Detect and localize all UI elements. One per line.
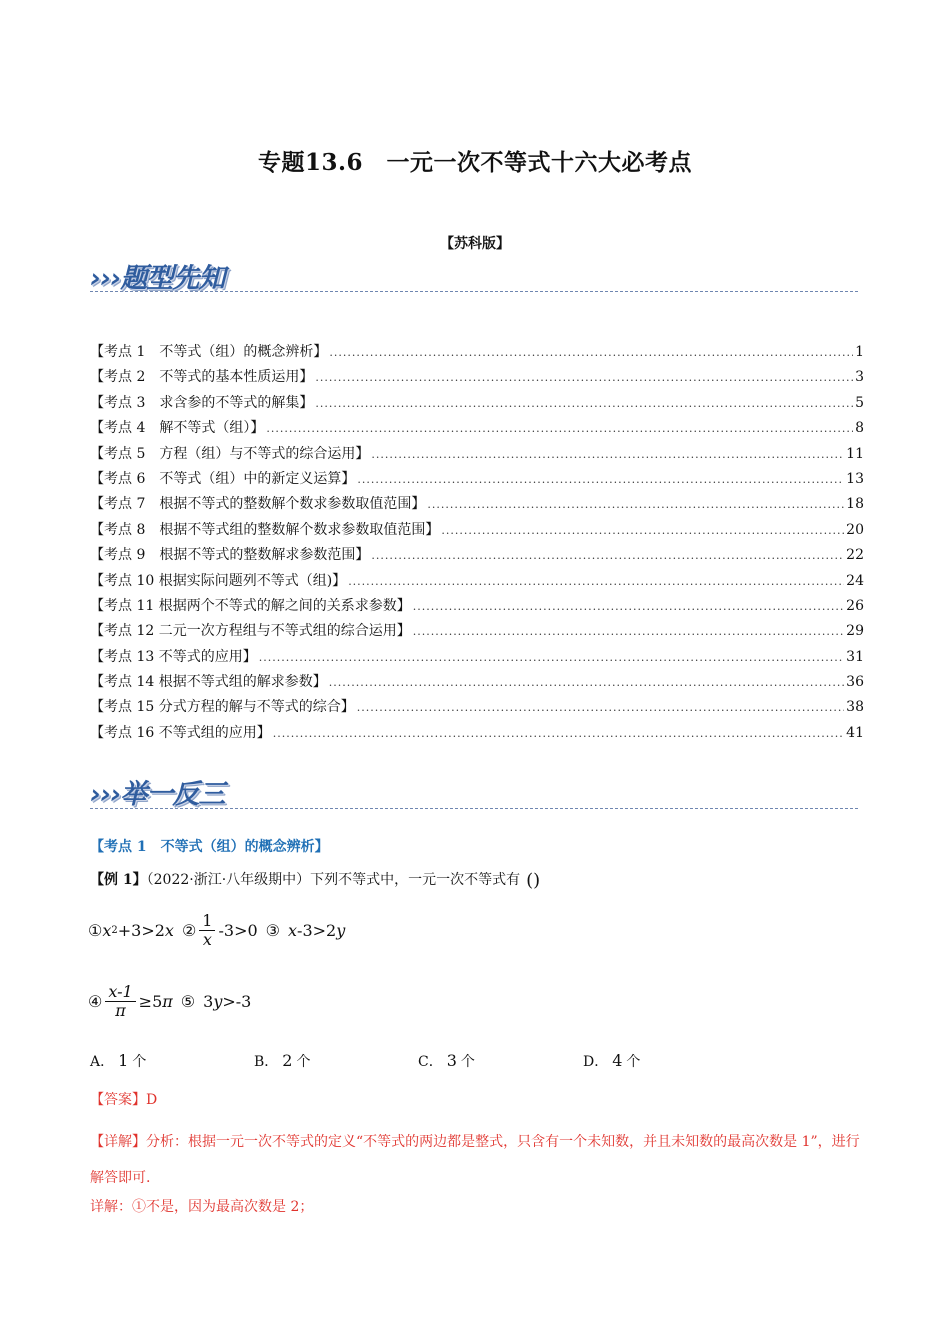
detail-line: 详解：①不是，因为最高次数是 2； — [90, 1199, 314, 1215]
banner-question-types — [90, 256, 224, 296]
banner-divider — [90, 291, 858, 292]
example-question — [90, 869, 540, 891]
expression-mark: ⑤ — [180, 991, 196, 1011]
toc-item[interactable]: 【考点 13 不等式的应用】 ..... 31 — [90, 646, 864, 671]
banner-divider — [90, 808, 858, 809]
toc-item[interactable]: 【考点 15 分式方程的解与不等式的综合】 ..... 38 — [90, 696, 864, 721]
toc-item[interactable]: 【考点 2 不等式的基本性质运用】 ..... 3 — [90, 366, 864, 391]
choice-a[interactable]: A． 1 个 — [90, 1051, 147, 1070]
answer-line: 【答案】D — [90, 1092, 158, 1108]
expression-mark: ④ — [88, 991, 103, 1011]
example-label: 【例 1】 — [90, 872, 147, 888]
section-heading: 【考点 1 不等式（组）的概念辨析】 — [90, 839, 329, 855]
toc-item[interactable]: 【考点 12 二元一次方程组与不等式组的综合运用】 ..... 29 — [90, 620, 864, 645]
fraction: $\frac{x-1}{\pi}$ — [105, 983, 135, 1019]
toc-item[interactable]: 【考点 5 方程（组）与不等式的综合运用】 ..... 11 — [90, 443, 864, 468]
detail-analysis: 【详解】分析：根据一元一次不等式的定义“不等式的两边都是整式，只含有一个未知数，并且未知数的最高次数是 1”，进行解答即可. — [90, 1134, 860, 1186]
expression-mark: ② — [181, 920, 197, 940]
toc-item[interactable]: 【考点 1 不等式（组）的概念辨析】 ..... 1 — [90, 341, 864, 366]
table-of-contents — [90, 341, 864, 747]
edition-label: 【苏科版】 — [440, 236, 510, 252]
expression-mark: ① — [88, 920, 103, 940]
toc-item[interactable]: 【考点 4 解不等式（组）】 ..... 8 — [90, 417, 864, 442]
example-text: 下列不等式中，一元一次不等式有 — [310, 872, 521, 888]
toc-item[interactable]: 【考点 11 根据两个不等式的解之间的关系求参数】 ..... 26 — [90, 595, 864, 620]
expression-line-1: ① x 2 +3>2 x ② $\frac{1}{x}$ -3>0 ③ x -3>2 y — [88, 911, 346, 949]
toc-item[interactable]: 【考点 8 根据不等式组的整数解个数求参数取值范围】 ..... 20 — [90, 519, 864, 544]
toc-item[interactable]: 【考点 9 根据不等式的整数解求参数范围】 ..... 22 — [90, 544, 864, 569]
toc-item[interactable]: 【考点 7 根据不等式的整数解个数求参数取值范围】 ..... 18 — [90, 493, 864, 518]
banner-examples — [90, 772, 224, 812]
example-source: （2022·浙江·八年级期中） — [146, 872, 311, 888]
expression-mark: ③ — [265, 920, 280, 940]
toc-item[interactable]: 【考点 3 求含参的不等式的解集】 ..... 5 — [90, 392, 864, 417]
toc-item[interactable]: 【考点 16 不等式组的应用】 ..... 41 — [90, 722, 864, 747]
banner-title: ›››举一反三 — [90, 779, 225, 810]
choice-d[interactable]: D． 4 个 — [583, 1051, 641, 1070]
choice-c[interactable]: C． 3 个 — [418, 1051, 475, 1070]
toc-item[interactable]: 【考点 14 根据不等式组的解求参数】 ..... 36 — [90, 671, 864, 696]
toc-item[interactable]: 【考点 6 不等式（组）中的新定义运算】 ..... 13 — [90, 468, 864, 493]
choice-b[interactable]: B． 2 个 — [254, 1051, 311, 1070]
fraction: $\frac{1}{x}$ — [199, 912, 215, 948]
toc-item[interactable]: 【考点 10 根据实际问题列不等式（组)】 ..... 24 — [90, 570, 864, 595]
expression-line-2: ④ $\frac{x-1}{\pi}$ ≥5 π ⑤ 3 y >-3 — [88, 982, 252, 1020]
banner-title: ›››题型先知 — [90, 263, 225, 294]
page-title: 专题13.6 一元一次不等式十六大必考点 — [257, 149, 693, 176]
answer-paren: () — [526, 869, 541, 891]
